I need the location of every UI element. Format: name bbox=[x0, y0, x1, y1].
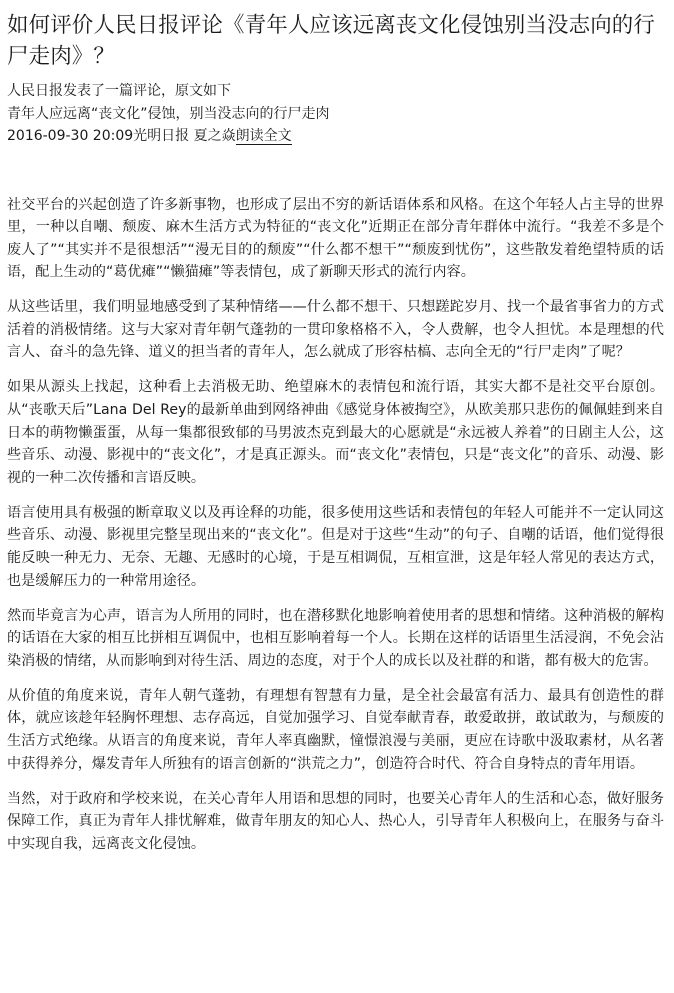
article-body bbox=[7, 194, 664, 856]
article-paragraph: 社交平台的兴起创造了许多新事物，也形成了层出不穷的新话语体系和风格。在这个年轻人占主导的世界里，一种以自嘲、颓废、麻木生活方式为特征的“丧文化”近期正在部分青年群体中流行。“我差不多是个废人了”“其实并不是很想活”“漫无目的的颓废”“什么都不想干”“颓废到忧伤”，这些散发着绝望特质的话语，配上生动的“葛优瘫”“懒猫瘫”等表情包，成了新聊天形式的流行内容。 bbox=[7, 196, 664, 281]
article-paragraph: 语言使用具有极强的断章取义以及再诠释的功能，很多使用这些话和表情包的年轻人可能并不一定认同这些音乐、动漫、影视里完整呈现出来的“丧文化”。但是对于这些“生动”的句子、自嘲的话语，他们觉得很能反映一种无力、无奈、无趣、无感时的心境，于是互相调侃，互相宣泄，这是年轻人常见的表达方式，也是缓解压力的一种常用途径。 bbox=[7, 504, 664, 589]
article-paragraph: 当然，对于政府和学校来说，在关心青年人用语和思想的同时，也要关心青年人的生活和心态，做好服务保障工作，真正为青年人排忧解难，做青年朋友的知心人、热心人，引导青年人积极向上，在服务与奋斗中实现自我，远离丧文化侵蚀。 bbox=[7, 790, 664, 852]
article-headline: 青年人应远离“丧文化”侵蚀，别当没志向的行尸走肉 bbox=[7, 105, 330, 122]
article-paragraph: 如果从源头上找起，这种看上去消极无助、绝望麻木的表情包和流行语，其实大都不是社交平台原创。从“丧歌天后”Lana Del Rey的最新单曲到网络神曲《感觉身体被掏空》，从欧美那只悲伤的佩佩蛙到来自日本的萌物懒蛋蛋，从每一集都很致郁的马男波杰克到最大的心愿就是“永远被人养着”的日剧主人公，这些音乐、动漫、影视中的“丧文化”，才是真正源头。而“丧文化”表情包，只是“丧文化”的音乐、动漫、影视的一种二次传播和言语反映。 bbox=[7, 379, 664, 486]
article-paragraph: 从这些话里，我们明显地感受到了某种情绪——什么都不想干、只想蹉跎岁月、找一个最省事省力的方式活着的消极情绪。这与大家对青年朝气蓬勃的一贯印象格格不入，令人费解，也令人担忧。本是理想的代言人、奋斗的急先锋、道义的担当者的青年人，怎么就成了形容枯槁、志向全无的“行尸走肉”了呢？ bbox=[7, 299, 664, 361]
article-paragraph: 从价值的角度来说，青年人朝气蓬勃，有理想有智慧有力量，是全社会最富有活力、最具有创造性的群体，就应该趁年轻胸怀理想、志存高远，自觉加强学习、自觉奉献青春，敢爱敢拼，敢试敢为，与颓废的生活方式绝缘。从语言的角度来说，青年人率真幽默，憧憬浪漫与美丽，更应在诗歌中汲取素材，从名著中获得养分，爆发青年人所独有的语言创新的“洪荒之力”，创造符合时代、符合自身特点的青年用语。 bbox=[7, 687, 664, 772]
source-name: 光明日报 bbox=[133, 128, 190, 144]
question-title[interactable]: 如何评价人民日报评论《青年人应该远离丧文化侵蚀别当没志向的行尸走肉》？ bbox=[7, 13, 656, 69]
read-full-link[interactable]: 朗读全文 bbox=[235, 128, 292, 144]
intro-line: 人民日报发表了一篇评论，原文如下 bbox=[7, 83, 231, 99]
article-meta bbox=[7, 125, 664, 148]
author-name: 夏之焱 bbox=[193, 128, 236, 144]
publish-date: 2016-09-30 20:09 bbox=[7, 128, 134, 144]
article-paragraph: 然而毕竟言为心声，语言为人所用的同时，也在潜移默化地影响着使用者的思想和情绪。这种消极的解构的话语在大家的相互比拼相互调侃中，也相互影响着每一个人。长期在这样的话语里生活浸润，不免会沾染消极的情绪，从而影响到对待生活、周边的态度，对于个人的成长以及社群的和谐，都有极大的危害。 bbox=[7, 607, 664, 669]
intro-block bbox=[7, 80, 664, 148]
